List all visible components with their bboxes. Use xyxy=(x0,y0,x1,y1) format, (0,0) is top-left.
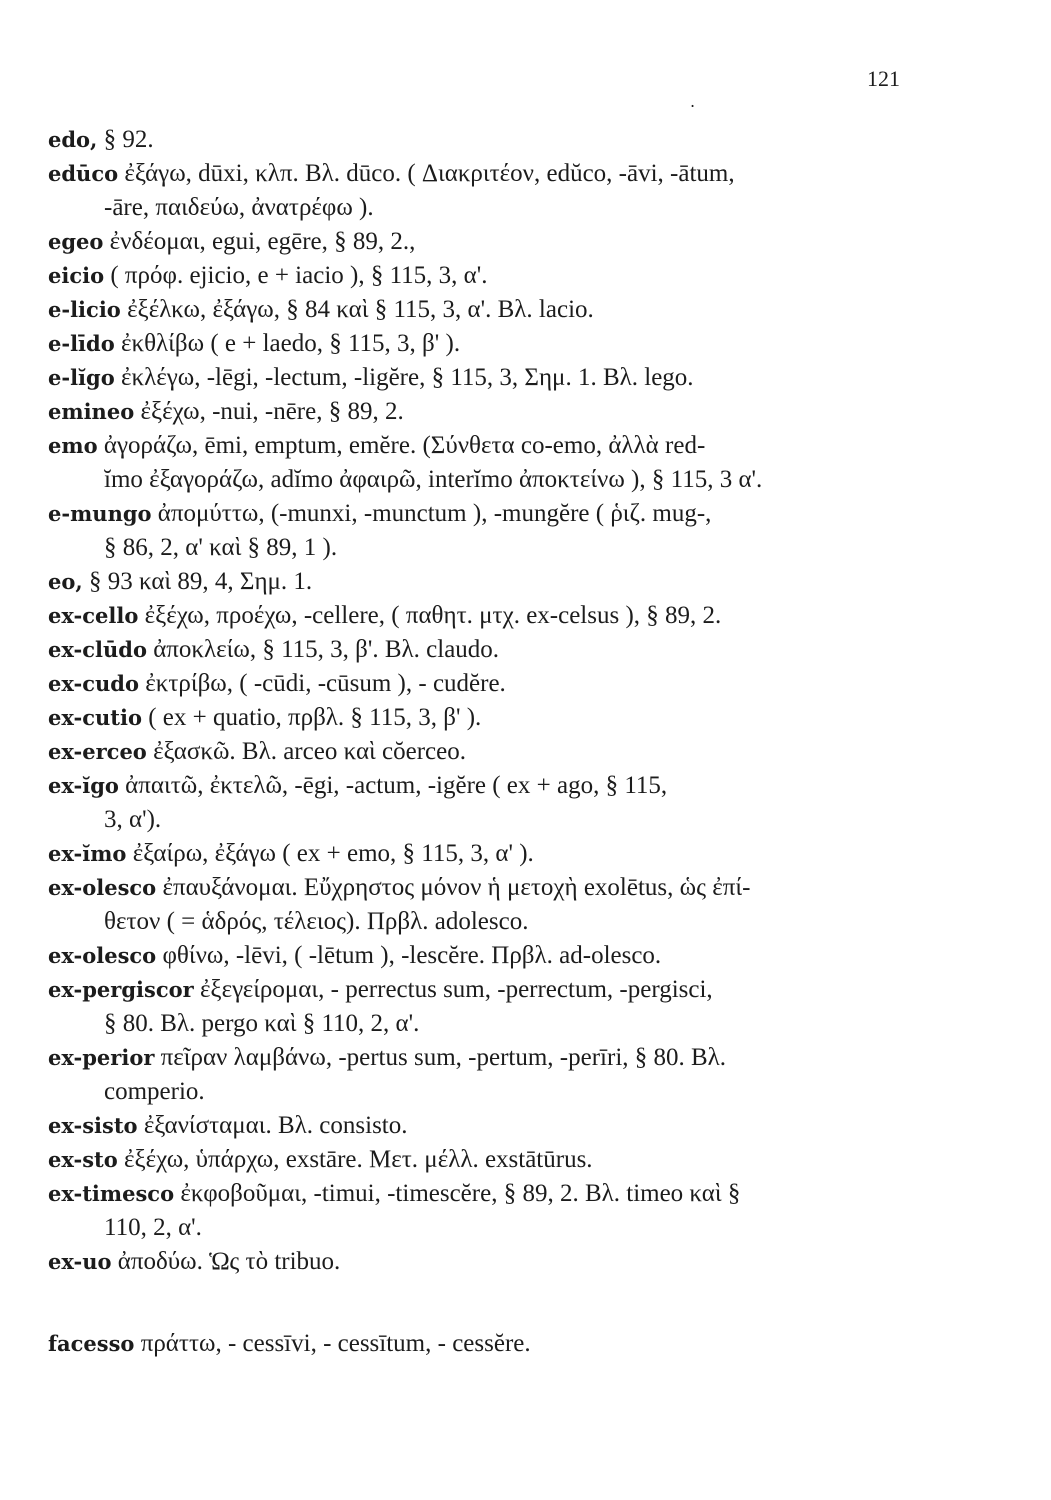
lemma: ex-erceo xyxy=(48,739,147,764)
definition: ἐξάγω, dūxi, κλπ. Βλ. dūco. ( Διακριτέον, edŭco, -āvi, -ātum, xyxy=(118,160,735,187)
page-number: 121 xyxy=(867,66,900,91)
entry xyxy=(48,497,908,565)
definition: ἐξέχω, -nui, -nēre, § 89, 2. xyxy=(134,398,404,425)
entry xyxy=(48,1143,908,1177)
entry xyxy=(48,735,908,769)
lemma: ex-pergiscor xyxy=(48,977,194,1002)
lemma: ex-olesco xyxy=(48,875,157,900)
entry xyxy=(48,769,908,837)
definition: πράττω, - cessīvi, - cessītum, - cessĕre. xyxy=(134,1330,531,1357)
definition: ἀποκλείω, § 115, 3, β'. Βλ. claudo. xyxy=(146,636,500,663)
entry xyxy=(48,633,908,667)
definition: ἐκθλίβω ( e + laedo, § 115, 3, β' ). xyxy=(114,330,461,357)
definition: ἐξασκῶ. Βλ. arceo καὶ cŏerceo. xyxy=(146,738,466,765)
definition: ( πρόφ. ejicio, e + iacio ), § 115, 3, α'. xyxy=(104,262,488,289)
lemma: e-lĭgo xyxy=(48,365,115,390)
lemma: ex-uo xyxy=(48,1249,112,1274)
definition-continuation: § 80. Βλ. pergo καὶ § 110, 2, α'. xyxy=(104,1010,420,1037)
definition-continuation: θετον ( = ἁδρός, τέλειος). Πρβλ. adolesco. xyxy=(104,908,529,935)
entry xyxy=(48,871,908,939)
definition: ἐξεγείρομαι, - perrectus sum, -perrectum, -pergisci, xyxy=(193,976,713,1003)
entry xyxy=(48,837,908,871)
lemma: eo, xyxy=(48,569,83,594)
lemma: e-mungo xyxy=(48,501,152,526)
lemma: e-licio xyxy=(48,297,121,322)
entry xyxy=(48,1109,908,1143)
entry xyxy=(48,973,908,1041)
definition: ἐξανίσταμαι. Βλ. consisto. xyxy=(137,1112,408,1139)
lemma: facesso xyxy=(48,1331,135,1356)
lemma: edo, xyxy=(48,127,98,152)
definition-continuation: § 86, 2, α' καὶ § 89, 1 ). xyxy=(104,534,338,561)
entry xyxy=(48,259,908,293)
definition: ἐκλέγω, -lēgi, -lectum, -ligĕre, § 115, 3, Σημ. 1. Βλ. lego. xyxy=(114,364,694,391)
lemma: e-līdo xyxy=(48,331,115,356)
lemma: ex-sisto xyxy=(48,1113,138,1138)
lemma: ex-sto xyxy=(48,1147,118,1172)
lemma: ex-ĭgo xyxy=(48,773,119,798)
lemma: emo xyxy=(48,433,98,458)
entry xyxy=(48,701,908,735)
entry xyxy=(48,361,908,395)
lemma: ex-ĭmo xyxy=(48,841,127,866)
dictionary-entries xyxy=(48,123,908,1361)
definition: § 93 καὶ 89, 4, Σημ. 1. xyxy=(82,568,313,595)
definition: ἀποδύω. Ὡς τὸ tribuo. xyxy=(111,1248,341,1275)
entry xyxy=(48,599,908,633)
definition: ἐξαίρω, ἐξάγω ( ex + emo, § 115, 3, α' ). xyxy=(126,840,534,867)
definition-continuation: ĭmo ἐξαγοράζω, adĭmo ἀφαιρῶ, interĭmo ἀποκτείνω ), § 115, 3 α'. xyxy=(104,466,763,493)
definition: φθίνω, -lēvi, ( -lētum ), -lescĕre. Πρβλ. ad-olesco. xyxy=(156,942,662,969)
definition-continuation: comperio. xyxy=(104,1078,205,1105)
lemma: eicio xyxy=(48,263,105,288)
lemma: egeo xyxy=(48,229,104,254)
definition: ἐκφοβοῦμαι, -timui, -timescĕre, § 89, 2. Βλ. timeo καὶ § xyxy=(174,1180,741,1207)
definition-continuation: -āre, παιδεύω, ἀνατρέφω ). xyxy=(104,194,374,221)
definition: § 92. xyxy=(97,126,154,153)
entry xyxy=(48,327,908,361)
entry xyxy=(48,157,908,225)
lemma: edūco xyxy=(48,161,119,186)
stray-dot: . xyxy=(690,92,696,111)
definition: ἀπομύττω, (-munxi, -munctum ), -mungĕre ( ῥιζ. mug-, xyxy=(151,500,712,527)
entry xyxy=(48,1327,908,1361)
definition: ἐξέχω, ὑπάρχω, exstāre. Μετ. μέλλ. exstātūrus. xyxy=(117,1146,593,1173)
definition: ἐνδέομαι, egui, egēre, § 89, 2., xyxy=(103,228,416,255)
lemma: ex-timesco xyxy=(48,1181,175,1206)
definition: ( ex + quatio, πρβλ. § 115, 3, β' ). xyxy=(141,704,482,731)
lemma: ex-olesco xyxy=(48,943,157,968)
definition: ἐκτρίβω, ( -cūdi, -cūsum ), - cudĕre. xyxy=(138,670,506,697)
definition: πεῖραν λαμβάνω, -pertus sum, -pertum, -perīri, § 80. Βλ. xyxy=(154,1044,727,1071)
entry xyxy=(48,667,908,701)
lemma: ex-cello xyxy=(48,603,139,628)
lemma: ex-perior xyxy=(48,1045,155,1070)
lemma: ex-cutio xyxy=(48,705,142,730)
definition: ἐπαυξάνομαι. Εὔχρηστος μόνον ἡ μετοχὴ exolētus, ὡς ἐπί- xyxy=(156,874,751,901)
entry xyxy=(48,225,908,259)
entry xyxy=(48,1041,908,1109)
entry xyxy=(48,1245,908,1279)
entry xyxy=(48,123,908,157)
definition: ἐξέλκω, ἐξάγω, § 84 καὶ § 115, 3, α'. Βλ. lacio. xyxy=(120,296,594,323)
definition-continuation: 3, α'). xyxy=(104,806,162,833)
entry xyxy=(48,429,908,497)
entry xyxy=(48,1177,908,1245)
entry xyxy=(48,293,908,327)
lemma: ex-cudo xyxy=(48,671,139,696)
definition: ἀγοράζω, ēmi, emptum, emĕre. (Σύνθετα co-emo, ἀλλὰ red- xyxy=(97,432,706,459)
entry xyxy=(48,565,908,599)
lemma: emineo xyxy=(48,399,135,424)
entry xyxy=(48,939,908,973)
definition: ἀπαιτῶ, ἐκτελῶ, -ēgi, -actum, -igĕre ( ex + ago, § 115, xyxy=(118,772,668,799)
entry xyxy=(48,395,908,429)
lemma: ex-clūdo xyxy=(48,637,147,662)
definition-continuation: 110, 2, α'. xyxy=(104,1214,202,1241)
definition: ἐξέχω, προέχω, -cellere, ( παθητ. μτχ. ex-celsus ), § 89, 2. xyxy=(138,602,722,629)
